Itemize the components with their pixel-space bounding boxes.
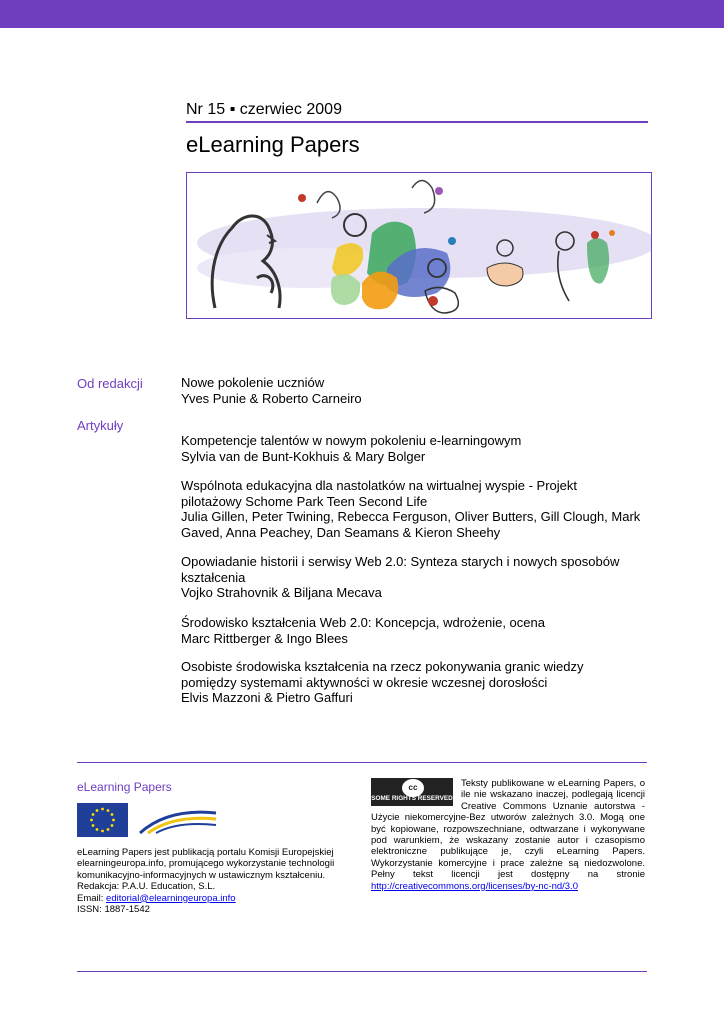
- license-text: Teksty publikowane w eLearning Papers, o ile nie wskazano inaczej, podlegają licencji Creative Commons Uznanie autorstwa - Użycie niekomercyjne-Bez utworów zależnych 3.0. Mogą one być kopiowane, rozpowszechniane, odtwarzane i wykonywane pod warunkiem, że wskazany zostanie autor i czasopismo elektroniczne publikujące je, czyli eLearning Papers. Wykorzystanie komercyjne i prace zależne są niedozwolone. Pełny tekst licencji jest dostępny na stronie: [371, 778, 645, 881]
- license-info: [371, 778, 645, 892]
- footer-rule-bottom: [77, 971, 647, 972]
- editorial-authors: Yves Punie & Roberto Carneiro: [181, 390, 362, 406]
- license-link[interactable]: http://creativecommons.org/licenses/by-nc-nd/3.0: [371, 880, 578, 892]
- article-title: Opowiadanie historii i serwisy Web 2.0: Synteza starych i nowych sposobów kształcenia: [181, 554, 620, 585]
- publication-description: eLearning Papers jest publikacją portalu Komisji Europejskiej elearningeuropa.info, promującego wykorzystanie technologii komunikacyjno-informacyjnych w ustawicznym kształceniu.: [77, 847, 335, 881]
- article-entry: [181, 659, 641, 706]
- article-title: Kompetencje talentów w nowym pokoleniu e-learningowym: [181, 433, 522, 448]
- cc-icon: cc: [402, 779, 424, 797]
- editorial-label: Od redakcji: [77, 376, 143, 391]
- editorial-title: Nowe pokolenie uczniów: [181, 375, 325, 390]
- email-line: [77, 893, 352, 904]
- article-entry: [181, 554, 641, 601]
- article-title: Środowisko kształcenia Web 2.0: Koncepcja, wdrożenie, ocena: [181, 615, 545, 630]
- publication-info: [77, 847, 352, 915]
- top-banner: [0, 0, 724, 28]
- email-label: Email:: [77, 892, 107, 904]
- article-authors: Elvis Mazzoni & Pietro Gaffuri: [181, 690, 353, 705]
- lifelong-learning-logo: [138, 803, 218, 837]
- article-authors: Sylvia van de Bunt-Kokhuis & Mary Bolger: [181, 448, 426, 464]
- eu-flag-logo: [77, 803, 128, 837]
- article-title: Wspólnota edukacyjna dla nastolatków na wirtualnej wyspie - Projekt pilotażowy Schome Park Teen Second Life: [181, 478, 577, 509]
- article-authors: Julia Gillen, Peter Twining, Rebecca Ferguson, Oliver Butters, Gill Clough, Mark Gaved, Anna Peachey, Dan Seamans & Kieron Sheehy: [181, 509, 641, 540]
- header-rule: [186, 121, 648, 123]
- footer-rule-top: [77, 762, 647, 763]
- cover-illustration: [186, 172, 652, 319]
- article-entry: [181, 478, 641, 540]
- creative-commons-badge[interactable]: [371, 778, 453, 806]
- issn-line: ISSN: 1887-1542: [77, 904, 150, 916]
- article-authors: Vojko Strahovnik & Biljana Mecava: [181, 585, 382, 600]
- cc-badge-text: SOME RIGHTS RESERVED: [371, 794, 453, 802]
- page-title: eLearning Papers: [186, 132, 360, 157]
- article-entry: [181, 615, 641, 646]
- editor-line: Redakcja: P.A.U. Education, S.L.: [77, 881, 216, 893]
- issue-number: Nr 15 ▪ czerwiec 2009: [186, 101, 342, 118]
- articles-label: Artykuły: [77, 418, 124, 433]
- editorial-entry: [181, 375, 641, 406]
- article-title: Osobiste środowiska kształcenia na rzecz pokonywania granic wiedzy pomiędzy systemami aktywności w okresie wczesnej dorosłości: [181, 659, 584, 690]
- email-link[interactable]: editorial@elearningeuropa.info: [106, 892, 236, 904]
- footer-title: eLearning Papers: [77, 780, 172, 794]
- article-authors: Marc Rittberger & Ingo Blees: [181, 630, 348, 646]
- article-entry: [181, 433, 641, 464]
